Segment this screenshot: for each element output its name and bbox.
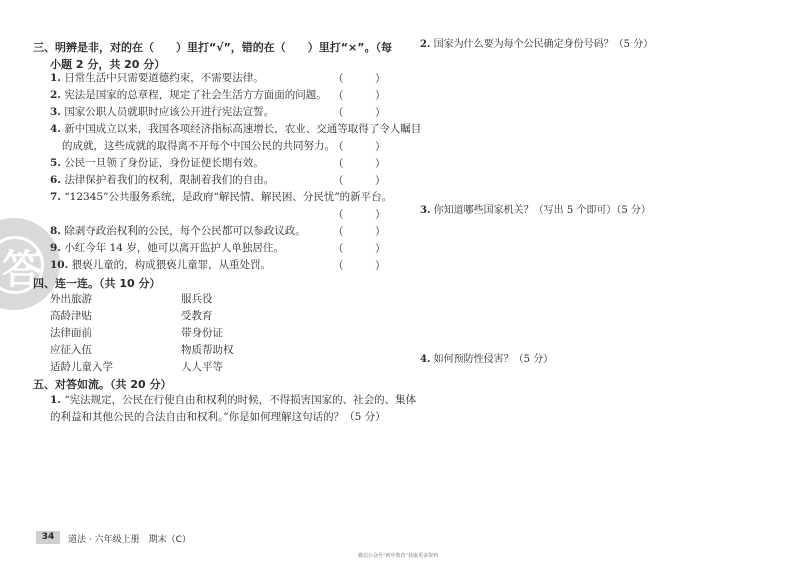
item-number: 5. xyxy=(50,157,61,169)
match-right-2[interactable]: 受教育 xyxy=(181,310,213,322)
item-number: 1. xyxy=(50,72,61,84)
answer-paren-10[interactable]: （ ） xyxy=(333,260,386,272)
answer-area-3[interactable] xyxy=(420,222,760,347)
section-4-heading: 四、连一连。（共 10 分） xyxy=(33,277,161,290)
item-number: 9. xyxy=(50,242,61,254)
item-number: 8. xyxy=(50,225,61,237)
question-text: 如何预防性侵害？（5 分） xyxy=(433,354,554,365)
answer-area-4[interactable] xyxy=(420,371,760,511)
item-text: 宪法是国家的总章程，规定了社会生活方方面面的问题。 xyxy=(64,89,327,101)
seal-character: 答 xyxy=(2,247,42,293)
item-text: 小红今年 14 岁，她可以离开监护人单独居住。 xyxy=(64,242,284,254)
question-number: 4. xyxy=(420,354,431,365)
item-number: 4. xyxy=(50,123,61,135)
answer-paren-9[interactable]: （ ） xyxy=(333,243,386,255)
question-1 xyxy=(50,393,416,407)
item-number: 3. xyxy=(50,106,61,118)
item-text: 公民一旦领了身份证，身份证便长期有效。 xyxy=(64,157,264,169)
tf-item-4-cont: 的成就，这些成就的取得离不开每个中国公民的共同努力。 xyxy=(62,140,335,152)
question-2 xyxy=(420,38,653,52)
tf-item-10 xyxy=(50,258,271,272)
tf-item-6 xyxy=(50,173,274,187)
question-1-cont: 的利益和其他公民的合法自由和权利。”你是如何理解这句话的？（5 分） xyxy=(50,411,386,423)
match-left-1[interactable]: 外出旅游 xyxy=(50,293,92,305)
footer-note: 微信公众号“初中教育”获取更多资料 xyxy=(358,553,439,559)
item-number: 6. xyxy=(50,174,61,186)
match-left-5[interactable]: 适龄儿童入学 xyxy=(50,361,113,373)
question-4 xyxy=(420,353,553,367)
match-right-1[interactable]: 服兵役 xyxy=(181,293,213,305)
answer-paren-4[interactable]: （ ） xyxy=(333,141,386,153)
question-text: “宪法规定，公民在行使自由和权利的时候，不得损害国家的、社会的、集体 xyxy=(64,394,417,406)
answer-paren-5[interactable]: （ ） xyxy=(333,158,386,170)
tf-item-3 xyxy=(50,105,274,119)
section-3-heading: 三、明辨是非，对的在（ ）里打“√”，错的在（ ）里打“×”。（每 xyxy=(33,41,392,54)
item-number: 10. xyxy=(50,259,69,271)
item-text: 猥亵儿童的，构成猥亵儿童罪，从重处罚。 xyxy=(71,259,272,271)
match-left-2[interactable]: 高龄津贴 xyxy=(50,310,92,322)
tf-item-4 xyxy=(50,122,421,136)
item-text: 除剥夺政治权利的公民，每个公民都可以参政议政。 xyxy=(64,225,306,237)
section-3-heading-cont: 小题 2 分，共 20 分） xyxy=(50,58,166,71)
question-text: 国家为什么要为每个公民确定身份号码？（5 分） xyxy=(433,39,654,50)
item-text: 法律保护着我们的权利，限制着我们的自由。 xyxy=(64,174,275,186)
answer-paren-1[interactable]: （ ） xyxy=(333,73,386,85)
tf-item-2 xyxy=(50,88,327,102)
answer-paren-3[interactable]: （ ） xyxy=(333,107,386,119)
answer-paren-6[interactable]: （ ） xyxy=(333,175,386,187)
match-left-4[interactable]: 应征入伍 xyxy=(50,344,92,356)
answer-area-2[interactable] xyxy=(420,56,760,196)
question-text: 你知道哪些国家机关？（写出 5 个即可）（5 分） xyxy=(433,205,651,216)
item-number: 2. xyxy=(50,89,61,101)
answer-paren-8[interactable]: （ ） xyxy=(333,226,386,238)
question-3 xyxy=(420,204,651,218)
match-left-3[interactable]: 法律面前 xyxy=(50,327,92,339)
question-number: 2. xyxy=(420,39,431,50)
item-number: 7. xyxy=(50,191,61,203)
match-right-3[interactable]: 带身份证 xyxy=(181,327,223,339)
tf-item-7 xyxy=(50,190,392,204)
footer-title: 道法 · 六年级上册 期末（C） xyxy=(68,535,191,545)
answer-paren-7[interactable]: （ ） xyxy=(333,209,386,221)
item-text: 日常生活中只需要道德约束，不需要法律。 xyxy=(64,72,264,84)
tf-item-9 xyxy=(50,241,284,255)
match-right-5[interactable]: 人人平等 xyxy=(181,361,223,373)
tf-item-1 xyxy=(50,71,264,85)
answer-area-1[interactable] xyxy=(50,426,385,521)
item-text: 国家公职人员就职时应该公开进行宪法宣誓。 xyxy=(64,106,275,118)
item-text: “12345”公共服务系统，是政府“解民情、解民困、分民忧”的新平台。 xyxy=(64,191,393,203)
question-number: 3. xyxy=(420,205,431,216)
tf-item-5 xyxy=(50,156,264,170)
page-number: 34 xyxy=(36,531,60,544)
answer-paren-2[interactable]: （ ） xyxy=(333,90,386,102)
question-number: 1. xyxy=(50,394,61,406)
match-right-4[interactable]: 物质帮助权 xyxy=(181,344,234,356)
item-text: 新中国成立以来，我国各项经济指标高速增长，农业、交通等取得了令人瞩目 xyxy=(64,123,422,135)
section-5-heading: 五、对答如流。（共 20 分） xyxy=(33,378,172,391)
tf-item-8 xyxy=(50,224,306,238)
